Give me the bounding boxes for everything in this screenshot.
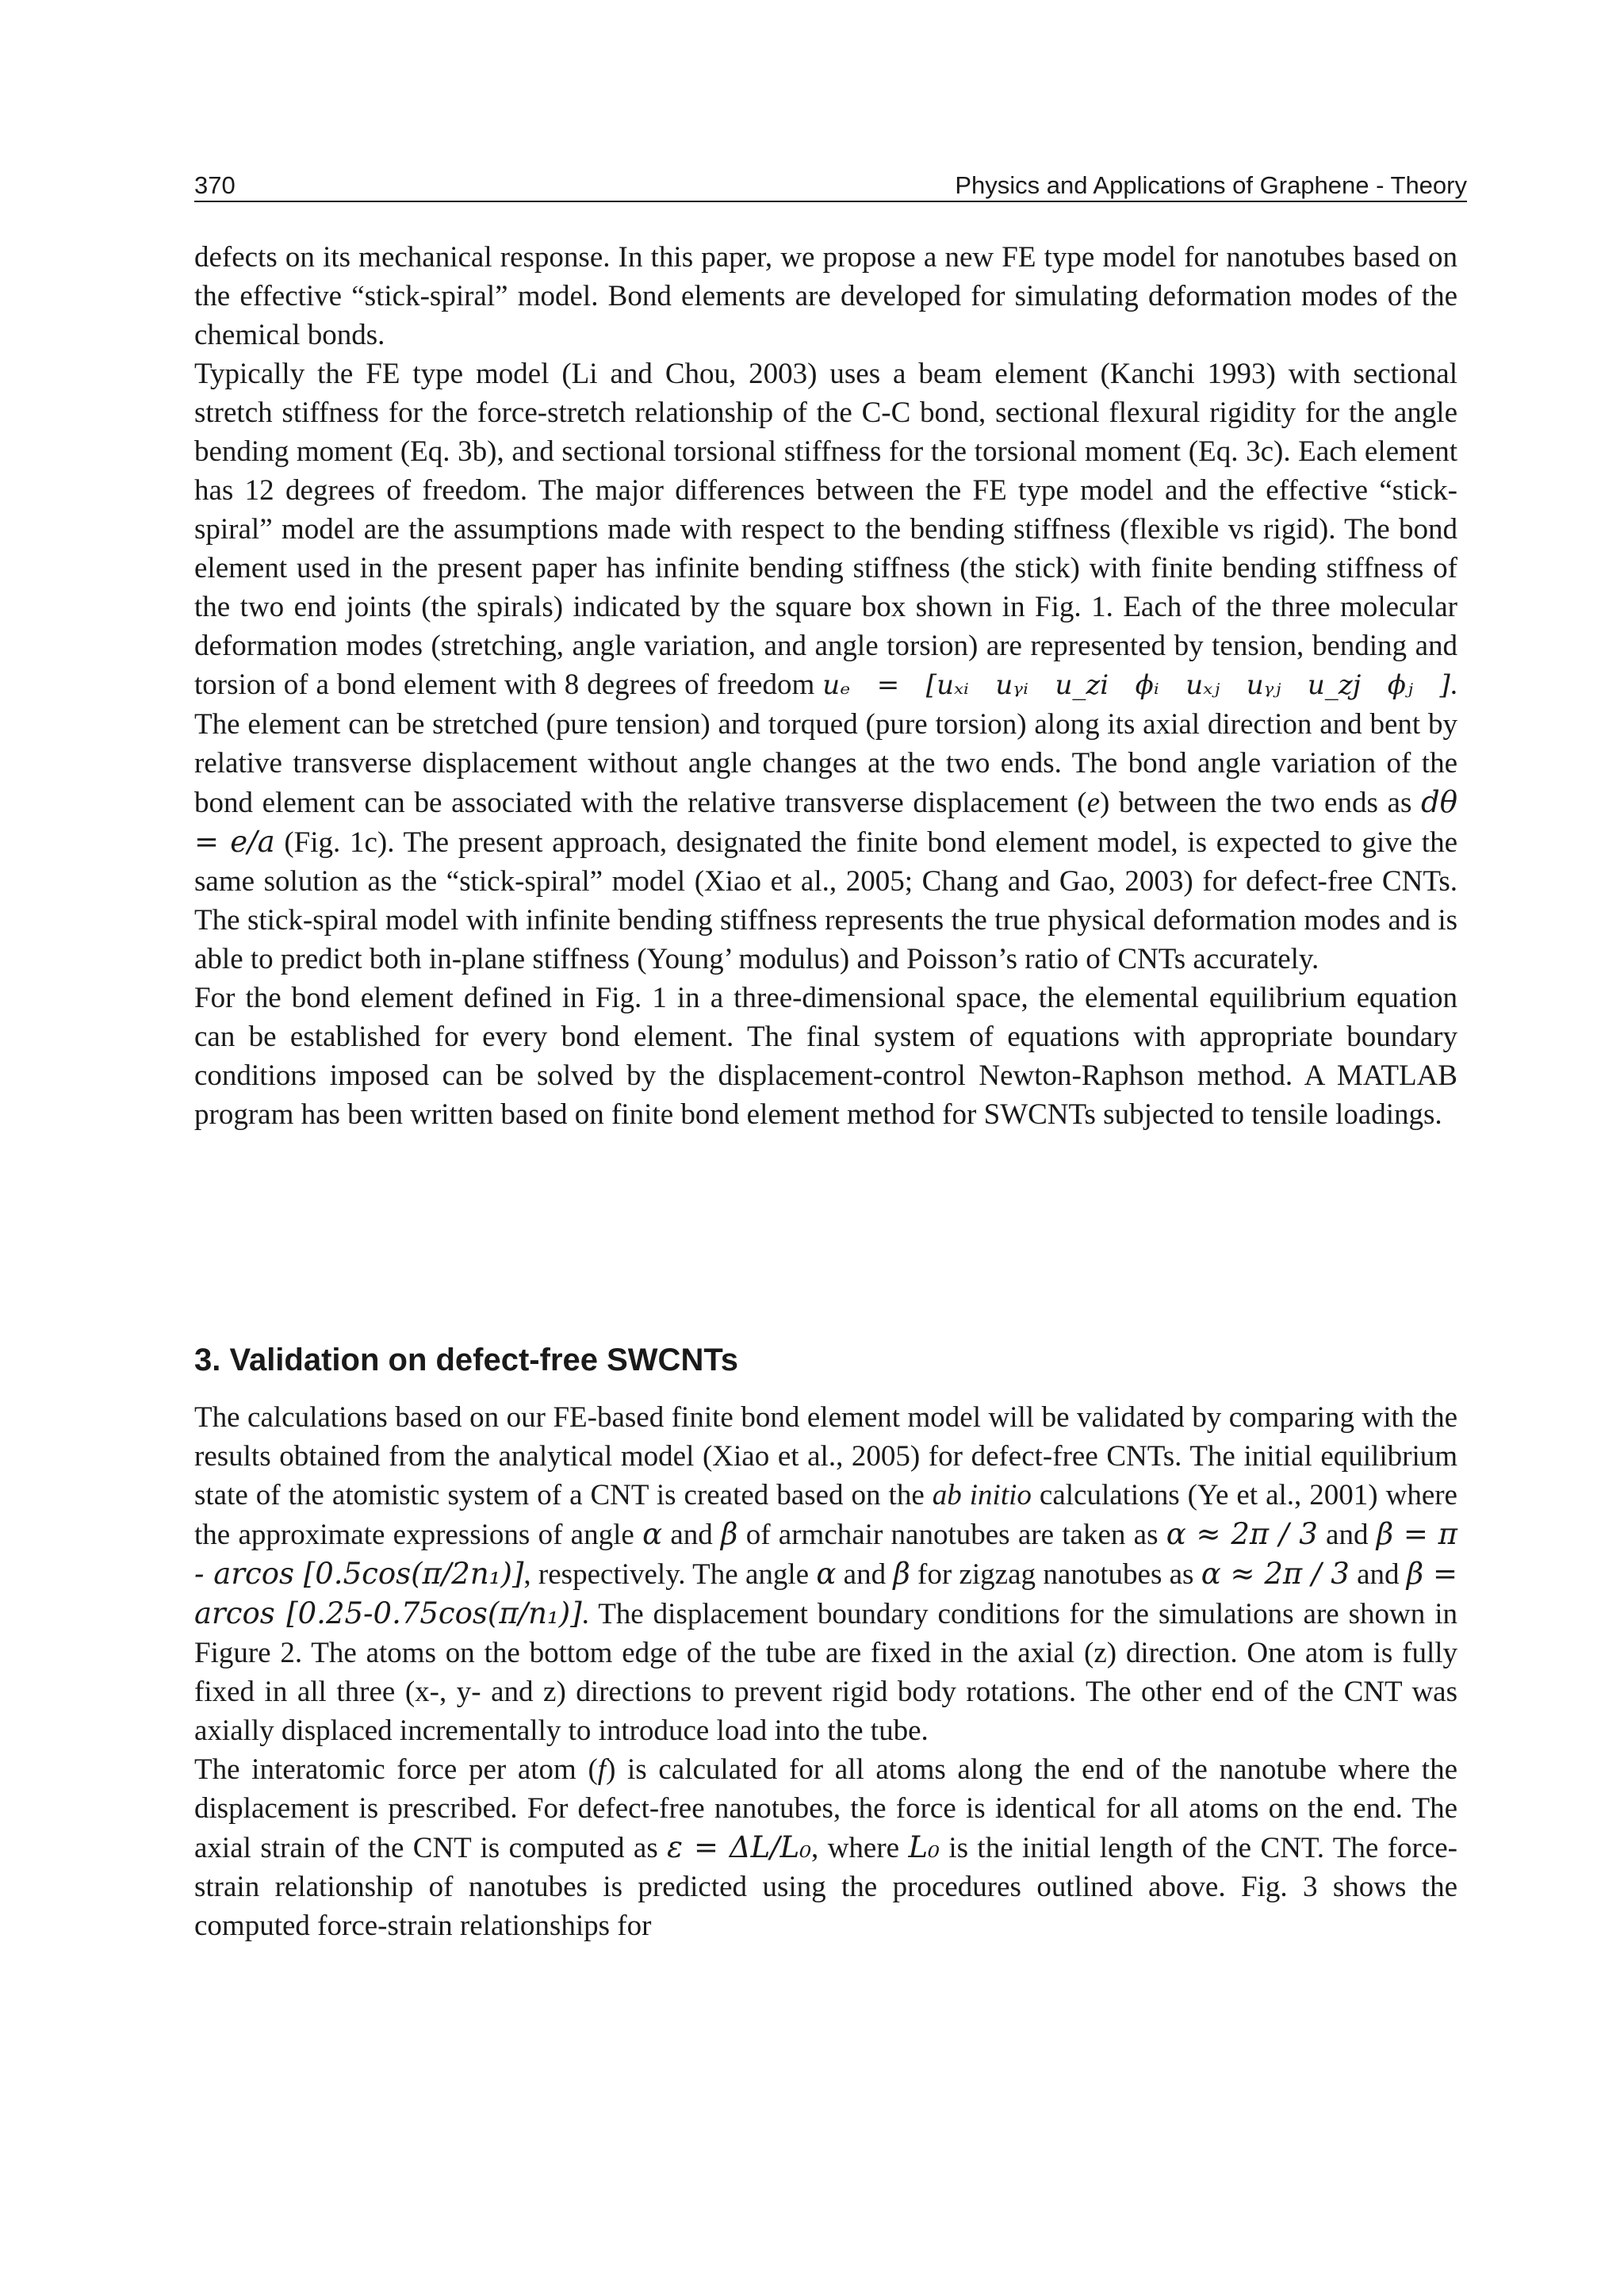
alpha-approx-armchair: α ≈ 2π / 3 <box>1166 1517 1318 1551</box>
paragraph-3: For the bond element defined in Fig. 1 in a three-dimensional space, the elemental equilibrium equation can be established for every bond element. The final system of equations with appropriate boundary conditions imposed can be solved by the displacement-control Newton-Raphson method. A MATLAB program has been written based on finite bond element method for SWCNTs subjected to tensile loadings. <box>194 982 1457 1131</box>
paragraph-4-part-5: for zigzag nanotubes as <box>910 1558 1201 1591</box>
beta-armchair-equation: β = π - arcos [0.5cos(π/2n₁)] <box>194 1517 1457 1591</box>
strain-equation: ε = ΔL/L₀ <box>667 1830 812 1864</box>
and-text-3: and <box>836 1558 894 1591</box>
displacement-vector-expression: uₑ = [uₓᵢ uᵧᵢ u_zi ϕᵢ uₓⱼ uᵧⱼ u_zj ϕⱼ ] <box>822 669 1450 701</box>
beta-symbol: β <box>721 1517 738 1551</box>
text-block-top <box>194 238 1457 1134</box>
paragraph-4-part-1: The calculations based on our FE-based finite bond element model will be validated by comparing with the results obtained from the analytical model (Xiao et al., 2005) for defect-free CNTs. The initial equilibrium state of the atomistic system of a CNT is created based on the <box>194 1401 1457 1511</box>
displacement-vector <box>822 669 1450 701</box>
f-symbol: f <box>597 1753 607 1786</box>
beta-symbol-zigzag: β <box>893 1557 910 1591</box>
paragraph-5-part-1: The interatomic force per atom ( <box>194 1753 598 1786</box>
paragraph-2-part-4: (Fig. 1c). The present approach, designated the finite bond element model, is expected to give the same solution as the “stick-spiral” model (Xiao et al., 2005; Chang and Gao, 2003) for defect-free CNTs. The stick-spiral model with infinite bending stiffness represents the true physical deformation modes and is able to predict both in-plane stiffness (Young’ modulus) and Poisson’s ratio of CNTs accurately. <box>194 826 1457 975</box>
paragraph-4-part-3: of armchair nanotubes are taken as <box>737 1519 1166 1551</box>
paragraph-4-part-6: . The displacement boundary conditions for the simulations are shown in Figure 2. The atoms on the bottom edge of the tube are fixed in the axial (z) direction. One atom is fully fixed in all three (x-, y- and z) directions to prevent rigid body rotations. The other end of the CNT was axially displaced incrementally to introduce load into the tube. <box>194 1598 1458 1747</box>
paragraph-5-part-4: is the initial length of the CNT. The force-strain relationship of nanotubes is predicted using the procedures outlined above. Fig. 3 shows the computed force-strain relationships for <box>194 1832 1458 1942</box>
paragraph-2-part-3: ) between the two ends as <box>1100 787 1422 819</box>
section-heading: 3. Validation on defect-free SWCNTs <box>194 1343 739 1377</box>
and-text-1: and <box>662 1519 722 1551</box>
book-title: Physics and Applications of Graphene - Theory <box>955 171 1467 199</box>
paragraph-2-part-1: Typically the FE type model (Li and Chou, 2003) uses a beam element (Kanchi 1993) with sectional stretch stiffness for the force-stretch relationship of the C-C bond, sectional flexural rigidity for the angle bending moment (Eq. 3b), and sectional torsional stiffness for the torsional moment (Eq. 3c). Each element has 12 degrees of freedom. The major differences between the FE type model and the effective “stick-spiral” model are the assumptions made with respect to the bending stiffness (flexible vs rigid). The bond element used in the present paper has infinite bending stiffness (the stick) with finite bending stiffness of the two end joints (the spirals) indicated by the square box shown in Fig. 1. Each of the three molecular deformation modes (stretching, angle variation, and angle torsion) are represented by tension, bending and torsion of a bond element with 8 degrees of freedom <box>194 358 1457 701</box>
paragraph-5-part-3: , where <box>811 1832 909 1864</box>
and-text-4: and <box>1349 1558 1407 1591</box>
dtheta-equation: dθ = e/a <box>194 785 1457 859</box>
ab-initio-term: ab initio <box>932 1479 1032 1511</box>
alpha-approx-zigzag: α ≈ 2π / 3 <box>1201 1557 1350 1591</box>
L0-symbol: L₀ <box>908 1830 940 1864</box>
alpha-symbol-zigzag: α <box>816 1557 837 1591</box>
alpha-symbol: α <box>642 1517 663 1551</box>
header-rule <box>194 201 1467 202</box>
paragraph-2 <box>194 354 1457 979</box>
beta-zigzag-equation: β = arcos [0.25-0.75cos(π/n₁)] <box>194 1557 1457 1630</box>
and-text-2: and <box>1317 1519 1377 1551</box>
paragraph-4-part-2: calculations (Ye et al., 2001) where the approximate expressions of angle <box>194 1479 1457 1551</box>
page-number: 370 <box>194 171 236 199</box>
paragraph-1: defects on its mechanical response. In this paper, we propose a new FE type model for nanotubes based on the effective “stick-spiral” model. Bond elements are developed for simulating deformation modes of the chemical bonds. <box>194 241 1457 351</box>
paragraph-4-part-4: , respectively. The angle <box>523 1558 817 1591</box>
paragraph-4 <box>194 1398 1457 1750</box>
paragraph-2-part-2: . The element can be stretched (pure tension) and torqued (pure torsion) along its axial direction and bent by relative transverse displacement without angle changes at the two ends. The bond angle variation of the bond element can be associated with the relative transverse displacement ( <box>194 669 1457 819</box>
paragraph-5-part-2: ) is calculated for all atoms along the end of the nanotube where the displacement is prescribed. For defect-free nanotubes, the force is identical for all atoms on the end. The axial strain of the CNT is computed as <box>194 1753 1457 1864</box>
e-symbol: e <box>1086 787 1101 819</box>
running-head <box>194 163 1467 203</box>
text-block-bottom <box>194 1398 1457 1945</box>
paragraph-5 <box>194 1750 1457 1945</box>
